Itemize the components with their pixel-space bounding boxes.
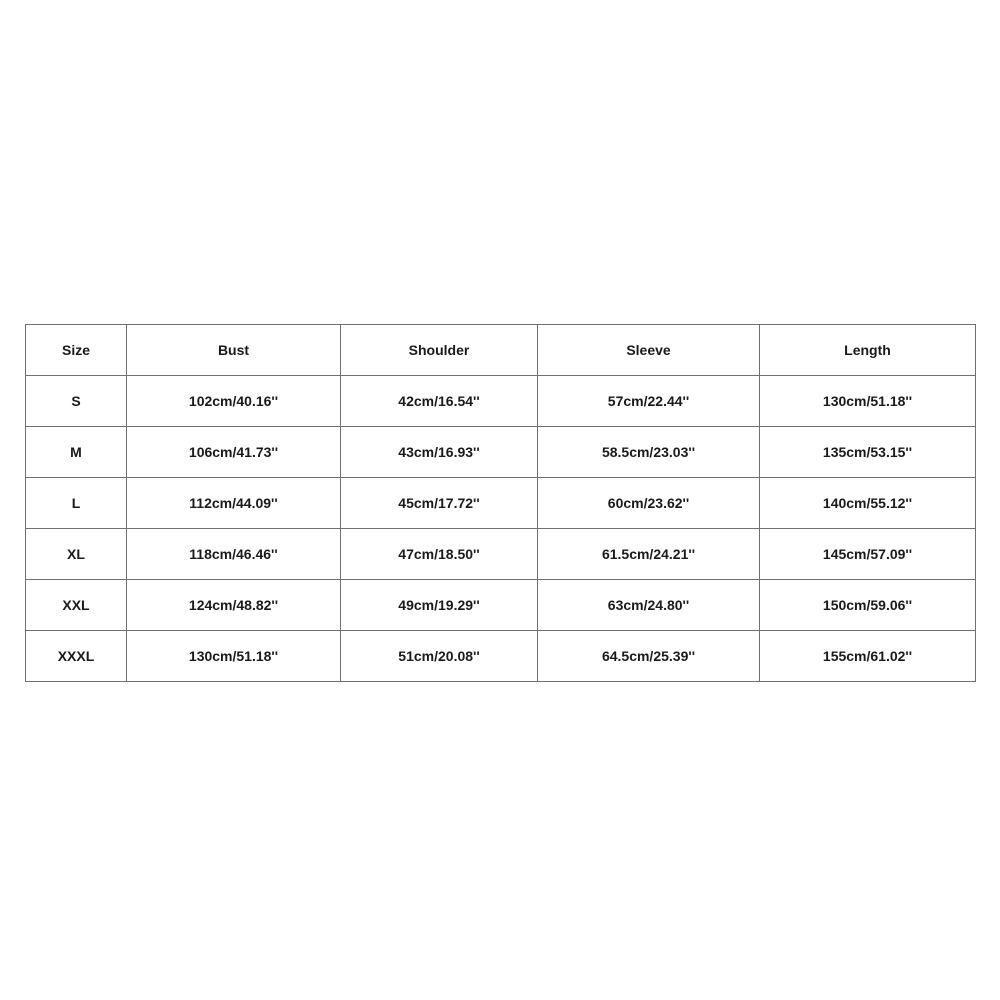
cell-shoulder: 42cm/16.54''	[341, 376, 538, 427]
cell-length: 135cm/53.15''	[760, 427, 976, 478]
cell-shoulder: 51cm/20.08''	[341, 631, 538, 682]
cell-length: 155cm/61.02''	[760, 631, 976, 682]
cell-shoulder: 45cm/17.72''	[341, 478, 538, 529]
cell-length: 145cm/57.09''	[760, 529, 976, 580]
cell-shoulder: 49cm/19.29''	[341, 580, 538, 631]
table-row	[26, 580, 976, 631]
table-row	[26, 427, 976, 478]
cell-sleeve: 57cm/22.44''	[538, 376, 760, 427]
cell-size: XL	[26, 529, 127, 580]
cell-bust: 112cm/44.09''	[127, 478, 341, 529]
cell-sleeve: 58.5cm/23.03''	[538, 427, 760, 478]
header-shoulder: Shoulder	[341, 325, 538, 376]
table-row	[26, 529, 976, 580]
header-length: Length	[760, 325, 976, 376]
cell-sleeve: 60cm/23.62''	[538, 478, 760, 529]
cell-bust: 118cm/46.46''	[127, 529, 341, 580]
cell-size: M	[26, 427, 127, 478]
table-header-row	[26, 325, 976, 376]
cell-size: S	[26, 376, 127, 427]
cell-size: L	[26, 478, 127, 529]
table-row	[26, 478, 976, 529]
cell-sleeve: 61.5cm/24.21''	[538, 529, 760, 580]
cell-shoulder: 47cm/18.50''	[341, 529, 538, 580]
cell-bust: 130cm/51.18''	[127, 631, 341, 682]
cell-size: XXL	[26, 580, 127, 631]
cell-bust: 124cm/48.82''	[127, 580, 341, 631]
cell-length: 140cm/55.12''	[760, 478, 976, 529]
cell-size: XXXL	[26, 631, 127, 682]
cell-sleeve: 63cm/24.80''	[538, 580, 760, 631]
header-bust: Bust	[127, 325, 341, 376]
cell-bust: 102cm/40.16''	[127, 376, 341, 427]
header-sleeve: Sleeve	[538, 325, 760, 376]
cell-sleeve: 64.5cm/25.39''	[538, 631, 760, 682]
header-size: Size	[26, 325, 127, 376]
size-chart-table	[25, 324, 976, 682]
table-row	[26, 631, 976, 682]
cell-length: 130cm/51.18''	[760, 376, 976, 427]
cell-length: 150cm/59.06''	[760, 580, 976, 631]
table-row	[26, 376, 976, 427]
cell-bust: 106cm/41.73''	[127, 427, 341, 478]
cell-shoulder: 43cm/16.93''	[341, 427, 538, 478]
